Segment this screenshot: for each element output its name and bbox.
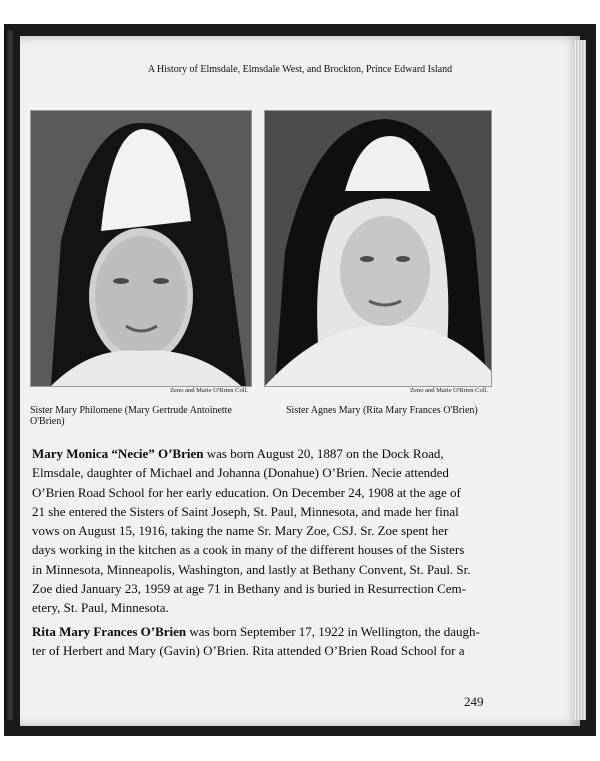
nun-portrait-left [31,111,251,386]
paragraph-line: Elmsdale, daughter of Michael and Johanna (Donahue) O’Brien. Necie attended [32,465,449,481]
paragraph-line: in Minnesota, Minneapolis, Washington, and lastly at Bethany Convent, St. Paul. Sr. [32,561,471,577]
paragraph-mary-monica [32,444,494,618]
paragraph-line: ter of Herbert and Mary (Gavin) O’Brien. Rita attended O’Brien Road School for a [32,643,465,659]
book-binding [4,30,16,720]
page-number: 249 [464,694,484,709]
running-head: A History of Elmsdale, Elmsdale West, and Brockton, Prince Edward Island [147,64,453,75]
paragraph-line: Rita Mary Frances O’Brien was born September 17, 1922 in Wellington, the daugh- [32,624,480,639]
paragraph-line: etery, St. Paul, Minnesota. [32,600,169,616]
paragraph-line: 21 she entered the Sisters of Saint Joseph, St. Paul, Minnesota, and made her final [32,503,459,519]
paragraph-line: days working in the kitchen as a cook in many of the different houses of the Sisters [32,542,465,558]
paragraph-line: O’Brien Road School for her early education. On December 24, 1908 at the age of [32,484,461,500]
photo-sister-mary-philomene [30,110,252,387]
paragraph-rita-mary [32,622,494,661]
paragraph-line: vows on August 15, 1916, taking the name Sr. Mary Zoe, CSJ. Sr. Zoe spent her [32,523,449,539]
photo-caption-left: Sister Mary Philomene (Mary Gertrude Antoinette O'Brien) [30,405,232,427]
paragraph-line: Mary Monica “Necie” O’Brien was born August 20, 1887 on the Dock Road, [32,446,444,461]
paragraph-lead: Rita Mary Frances O’Brien [32,624,187,639]
photo-caption-right: Sister Agnes Mary (Rita Mary Frances O'Brien) [286,405,478,416]
page-edges [574,40,586,720]
photo-sister-agnes-mary [264,110,492,387]
photo-credit-right: Zeno and Marie O'Brien Coll. [410,387,488,394]
photo-credit-left: Zeno and Marie O'Brien Coll. [170,387,248,394]
paragraph-line: Zoe died January 23, 1959 at age 71 in Bethany and is buried in Resurrection Cem- [32,581,466,597]
paragraph-lead: Mary Monica “Necie” O’Brien [32,446,204,461]
nun-portrait-right [265,111,491,386]
